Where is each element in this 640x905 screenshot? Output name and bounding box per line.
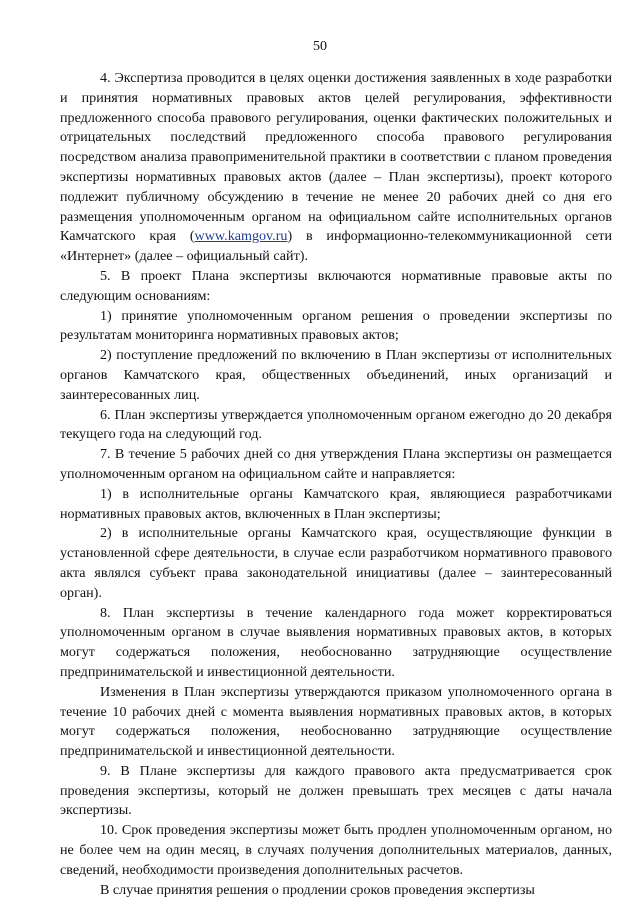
paragraph-4-tail: ) в информационно-телекоммуникационной сети «Интернет» (далее – официальный сайт). — [60, 228, 612, 265]
paragraph-11: В случае принятия решения о продлении сроков проведения экспертизы — [100, 881, 535, 898]
paragraph-7-item-2: 2) в исполнительные органы Камчатского края, осуществляющие функции в установленной сфере деятельности, в случае если разработчиком нормативного правового акта являлся субъект права законодательной инициативы (далее – заинтересованный орган). — [60, 525, 612, 601]
paragraph-10: 10. Срок проведения экспертизы может быть продлен уполномоченным органом, но не более чем на один месяц, в случаях получения дополнительных материалов, данных, сведений, необходимости произведения дополнительных расчетов. — [60, 822, 612, 878]
document-body — [60, 69, 612, 900]
paragraph-8: 8. План экспертизы в течение календарного года может корректироваться уполномоченным органом в случае выявления нормативных правовых актов, в которых могут содержаться положения, необоснованно затрудняющие осуществление предпринимательской и инвестиционной деятельности. — [60, 604, 612, 680]
paragraph-8-continued: Изменения в План экспертизы утверждаются приказом уполномоченного органа в течение 10 рабочих дней с момента выявления нормативных правовых актов, в которых могут содержаться положения, необоснованно затрудняющие осуществление предпринимательской и инвестиционной деятельности. — [60, 683, 612, 760]
paragraph-5-item-1: 1) принятие уполномоченным органом решения о проведении экспертизы по результатам мониторинга нормативных правовых актов; — [60, 307, 612, 344]
paragraph-9: 9. В Плане экспертизы для каждого правового акта предусматривается срок проведения экспертизы, который не должен превышать трех месяцев с даты начала экспертизы. — [60, 762, 612, 819]
page-number: 50 — [313, 39, 327, 54]
paragraph-5: 5. В проект Плана экспертизы включаются нормативные правовые акты по следующим основаниям: — [60, 267, 612, 304]
paragraph-4 — [60, 69, 612, 267]
official-site-link[interactable]: www.kamgov.ru — [194, 228, 288, 245]
paragraph-7: 7. В течение 5 рабочих дней со дня утверждения Плана экспертизы он размещается уполномоченным органом на официальном сайте и направляется: — [60, 446, 612, 482]
paragraph-4-text: 4. Экспертиза проводится в целях оценки достижения заявленных в ходе разработки и принятия нормативных правовых актов целей регулирования, эффективности предложенного способа правового регулирования, оценки фактических положительных и отрицательных последствий предложенного способа правового регулирования посредством анализа правоприменительной практики в соответствии с планом проведения экспертизы нормативных правовых актов (далее – План экспертизы), проект которого подлежит публичному обсуждению в течение не менее 20 рабочих дней со дня его размещения уполномоченным органом на официальном сайте исполнительных органов Камчатского края ( — [60, 70, 612, 245]
paragraph-6: 6. План экспертизы утверждается уполномоченным органом ежегодно до 20 декабря текущего года на следующий год. — [60, 406, 612, 443]
paragraph-5-item-2: 2) поступление предложений по включению в План экспертизы от исполнительных органов Камчатского края, общественных объединений, иных организаций и заинтересованных лиц. — [60, 347, 612, 403]
paragraph-7-item-1: 1) в исполнительные органы Камчатского края, являющиеся разработчиками нормативных правовых актов, включенных в План экспертизы; — [60, 485, 612, 522]
